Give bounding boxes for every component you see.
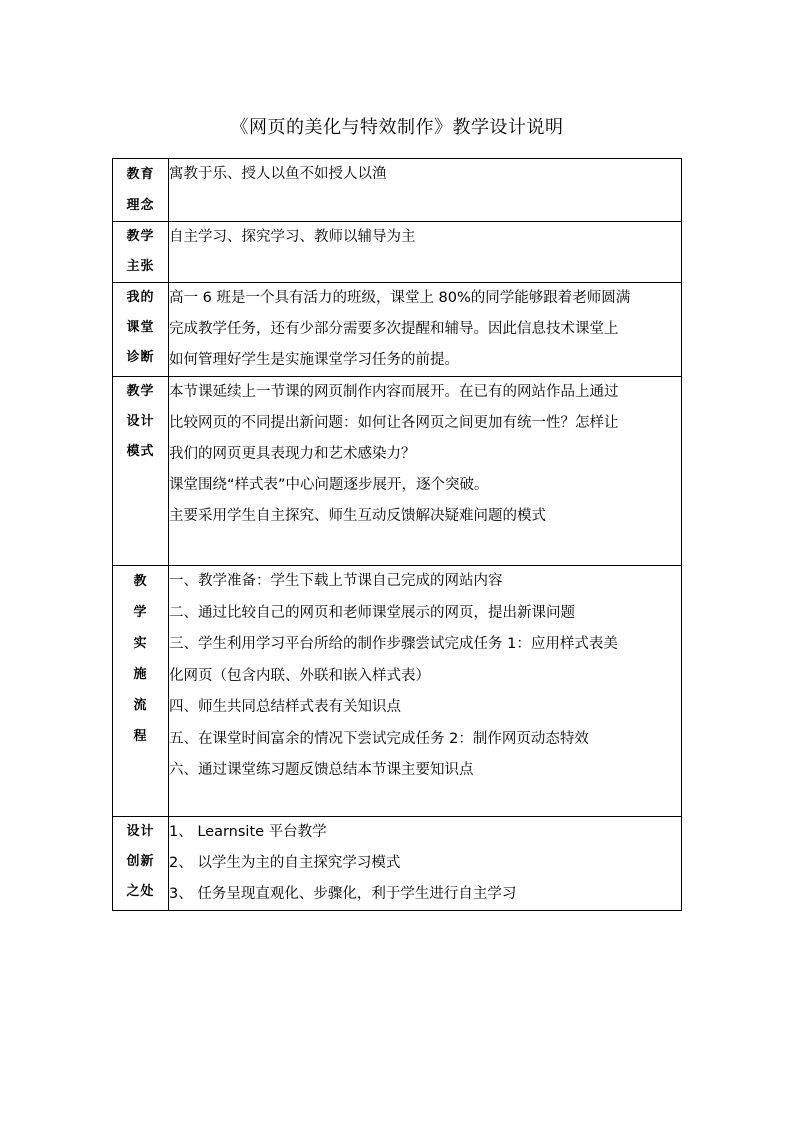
label-text: 实 bbox=[133, 636, 148, 651]
row-label-education-philosophy bbox=[113, 159, 169, 222]
content-text: 四、师生共同总结样式表有关知识点 bbox=[169, 699, 401, 715]
row-content-classroom-diagnosis bbox=[169, 283, 682, 377]
label-text: 设计 bbox=[126, 824, 155, 839]
label-text: 之处 bbox=[126, 884, 155, 899]
content-text: 高一 6 班是一个具有活力的班级，课堂上 80%的同学能够跟着老师圆满 bbox=[169, 290, 631, 306]
row-content-teaching-design-mode bbox=[169, 377, 682, 566]
row-label-teaching-proposition bbox=[113, 222, 169, 283]
label-text: 程 bbox=[133, 729, 148, 744]
label-text: 流 bbox=[133, 698, 148, 713]
row-label-teaching-process bbox=[113, 566, 169, 817]
row-label-design-innovation bbox=[113, 817, 169, 911]
teaching-plan-table bbox=[112, 158, 682, 911]
row-label-classroom-diagnosis bbox=[113, 283, 169, 377]
label-text: 设计 bbox=[126, 414, 155, 429]
row-content-design-innovation bbox=[169, 817, 682, 911]
row-content-education-philosophy bbox=[169, 159, 682, 222]
label-text: 我的 bbox=[126, 290, 155, 305]
label-text: 学 bbox=[133, 605, 148, 620]
content-text: 我们的网页更具表现力和艺术感染力？ bbox=[169, 446, 416, 462]
table-row-classroom-diagnosis bbox=[113, 283, 682, 377]
label-text: 创新 bbox=[126, 854, 155, 869]
table-row-teaching-design-mode bbox=[113, 377, 682, 566]
content-text: 如何管理好学生是实施课堂学习任务的前提。 bbox=[169, 352, 459, 368]
table-row-design-innovation bbox=[113, 817, 682, 911]
label-text: 教育 bbox=[126, 167, 155, 182]
content-text: 自主学习、探究学习、教师以辅导为主 bbox=[169, 229, 416, 245]
content-text: 3、 任务呈现直观化、步骤化，利于学生进行自主学习 bbox=[169, 886, 517, 902]
content-text: 六、通过课堂练习题反馈总结本节课主要知识点 bbox=[169, 762, 474, 778]
label-text: 诊断 bbox=[126, 350, 155, 365]
content-text: 比较网页的不同提出新问题：如何让各网页之间更加有统一性？怎样让 bbox=[169, 415, 619, 431]
content-text: 一、教学准备：学生下载上节课自己完成的网站内容 bbox=[169, 573, 503, 589]
content-text: 二、通过比较自己的网页和老师课堂展示的网页，提出新课问题 bbox=[169, 604, 575, 621]
document-title: 《网页的美化与特效制作》教学设计说明 bbox=[230, 117, 564, 138]
label-text: 施 bbox=[133, 667, 148, 682]
content-text: 主要采用学生自主探究、师生互动反馈解决疑难问题的模式 bbox=[169, 508, 546, 524]
content-text: 化网页（包含内联、外联和嵌入样式表） bbox=[169, 667, 430, 684]
content-text: 本节课延续上一节课的网页制作内容而展开。在已有的网站作品上通过 bbox=[169, 384, 619, 400]
content-text: 完成教学任务，还有少部分需要多次提醒和辅导。因此信息技术课堂上 bbox=[169, 321, 619, 337]
row-content-teaching-process bbox=[169, 566, 682, 817]
table-row-teaching-process bbox=[113, 566, 682, 817]
row-content-teaching-proposition bbox=[169, 222, 682, 283]
row-label-teaching-design-mode bbox=[113, 377, 169, 566]
content-text: 三、学生利用学习平台所给的制作步骤尝试完成任务 1：应用样式表美 bbox=[169, 636, 618, 652]
label-text: 教 bbox=[133, 574, 148, 589]
content-text: 2、 以学生为主的自主探究学习模式 bbox=[169, 855, 401, 871]
label-text: 课堂 bbox=[126, 320, 155, 335]
label-text: 理念 bbox=[126, 198, 155, 213]
label-text: 模式 bbox=[126, 444, 155, 459]
content-text: 五、在课堂时间富余的情况下尝试完成任务 2：制作网页动态特效 bbox=[169, 730, 589, 747]
label-text: 主张 bbox=[126, 259, 155, 274]
label-text: 教学 bbox=[126, 229, 155, 244]
table-row-teaching-proposition bbox=[113, 222, 682, 283]
table-row-education-philosophy bbox=[113, 159, 682, 222]
content-text: 1、 Learnsite 平台教学 bbox=[169, 824, 327, 840]
content-text: 寓教于乐、授人以鱼不如授人以渔 bbox=[169, 166, 387, 182]
label-text: 教学 bbox=[126, 384, 155, 399]
content-text: 课堂围绕“样式表”中心问题逐步展开，逐个突破。 bbox=[169, 477, 489, 493]
